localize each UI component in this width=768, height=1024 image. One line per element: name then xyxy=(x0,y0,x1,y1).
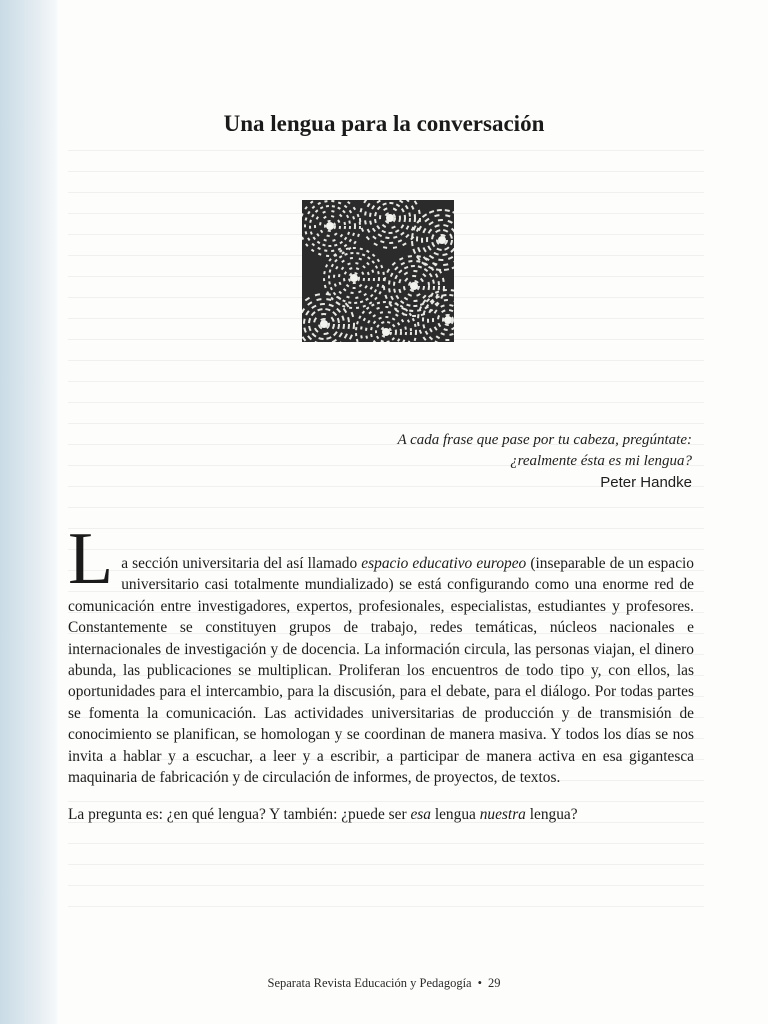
page-number: 29 xyxy=(488,976,501,990)
epigraph-author: Peter Handke xyxy=(600,474,692,491)
epigraph xyxy=(272,430,692,472)
paragraph-2-end: lengua? xyxy=(525,806,578,824)
paragraph-1 xyxy=(68,518,694,788)
page-footer xyxy=(0,976,768,991)
woodcut-pattern-graphic xyxy=(302,200,454,342)
footer-publication: Separata Revista Educación y Pedagogía xyxy=(267,976,472,990)
paragraph-2-start: La pregunta es: ¿en qué lengua? Y también: ¿puede ser xyxy=(68,806,411,824)
scan-edge-shadow xyxy=(0,0,60,1024)
paper-sheet xyxy=(60,0,768,1024)
paragraph-2-emphasis-1: esa xyxy=(410,806,431,824)
paragraph-2-emphasis-2: nuestra xyxy=(479,806,526,824)
paragraph-2-middle: lengua xyxy=(430,806,480,824)
paragraph-1-start: a sección universitaria del así llamado xyxy=(121,555,362,572)
footer-separator: • xyxy=(477,976,482,990)
article-title: Una lengua para la conversación xyxy=(223,111,545,136)
decorative-pattern-image xyxy=(302,200,454,342)
drop-cap: L xyxy=(68,518,114,600)
epigraph-line-1: A cada frase que pase por tu cabeza, pregúntate: xyxy=(397,432,692,448)
paragraph-1-emphasis: espacio educativo europeo xyxy=(361,555,527,572)
paragraph-1-rest: (inseparable de un espacio universitario casi totalmente mundializado) se está configurando como una enorme red de comunicación entre investigadores, expertos, profesionales, especialistas, estudiantes y profesores. Constantemente se constituyen grupos de trabajo, redes temáticas, núcleos nacionales e internacionales de investigación y de docencia. La información circula, las personas viajan, el dinero abunda, las publicaciones se multiplican. Proliferan los encuentros de todo tipo y, con ellos, las oportunidades para el intercambio, para la discusión, para el debate, para el diálogo. Por todas partes se fomenta la comunicación. Las actividades universitarias de producción y de transmisión de conocimiento se planifican, se homologan y se coordinan de manera masiva. Y todos los días se nos invita a hablar y a escuchar, a leer y a escribir, a participar de manera activa en esa gigantesca maquinaria de fabricación y de circulación de informes, de proyectos, de textos. xyxy=(68,555,694,787)
epigraph-line-2: ¿realmente ésta es mi lengua? xyxy=(510,453,692,469)
paragraph-2 xyxy=(68,804,694,825)
article-body xyxy=(68,518,694,826)
